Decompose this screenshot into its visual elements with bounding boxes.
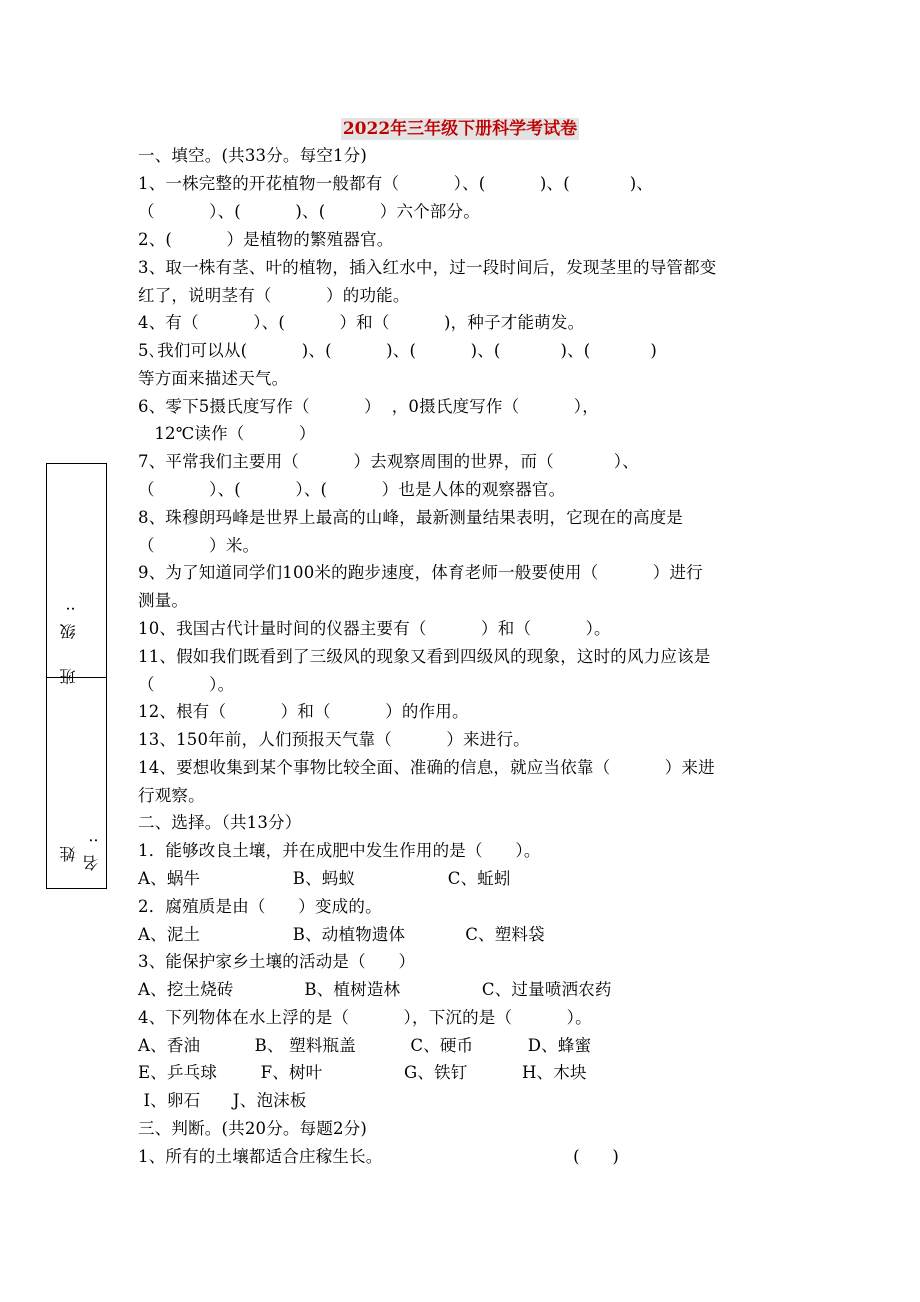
options-line: E、乒乓球 F、树叶 G、铁钉 H、木块 [138, 1063, 587, 1082]
question-line: 9、为了知道同学们100米的跑步速度，体育老师一般要使用（ ）进行 [138, 563, 703, 582]
question-line: 2．腐殖质是由（ ）变成的。 [138, 897, 382, 916]
student-info-box [46, 463, 107, 889]
question-line: 12℃读作（ ） [138, 424, 316, 443]
question-line: 红了，说明茎有（ ）的功能。 [138, 286, 410, 305]
question-line: 12、根有（ ）和（ ）的作用。 [138, 702, 469, 721]
options-line: I、卵石 J、泡沫板 [138, 1091, 307, 1110]
info-divider [47, 677, 106, 678]
question-line: 1、一株完整的开花植物一般都有（ ）、( )、( )、 [138, 174, 654, 193]
class-label: 班 级: [59, 594, 78, 685]
question-line: 4、下列物体在水上浮的是（ ），下沉的是（ ）。 [138, 1008, 592, 1027]
question-line: 2、( ）是植物的繁殖器官。 [138, 230, 394, 249]
question-line: 6、零下5摄氏度写作（ ） ，0摄氏度写作（ ）， [138, 397, 599, 416]
question-line: 8、珠穆朗玛峰是世界上最高的山峰，最新测量结果表明，它现在的高度是 [138, 508, 684, 527]
options-line: A、泥土 B、动植物遗体 C、塑料袋 [138, 925, 545, 944]
question-line: 等方面来描述天气。 [138, 369, 289, 388]
question-line: 10、我国古代计量时间的仪器主要有（ ）和（ ）。 [138, 619, 611, 638]
question-line: 3、取一株有茎、叶的植物，插入红水中，过一段时间后，发现茎里的导管都变 [138, 258, 717, 277]
question-line: 行观察。 [138, 786, 205, 805]
question-line: 4、有（ ）、( ）和（ )，种子才能萌发。 [138, 313, 585, 332]
question-line: （ ）、( )、( ）六个部分。 [138, 202, 481, 221]
question-line: 5､我们可以从( )、( )、( )、( )、( ) [138, 341, 657, 360]
question-line: 测量。 [138, 591, 189, 610]
question-line: （ ）、( ）、( ）也是人体的观察器官。 [138, 480, 566, 499]
question-line: 11、假如我们既看到了三级风的现象又看到四级风的现象，这时的风力应该是 [138, 647, 711, 666]
name-label: 姓 名: [59, 825, 101, 872]
options-line: A、挖土烧砖 B、植树造林 C、过量喷洒农药 [138, 980, 612, 999]
question-line: 1、所有的土壤都适合庄稼生长。 ( ) [138, 1147, 620, 1166]
options-line: A、香油 B、 塑料瓶盖 C、硬币 D、蜂蜜 [138, 1036, 592, 1055]
question-line: 7、平常我们主要用（ ）去观察周围的世界，而（ ）、 [138, 452, 639, 471]
question-line: 1．能够改良土壤，并在成肥中发生作用的是（ ）。 [138, 841, 541, 860]
options-line: A、蜗牛 B、蚂蚁 C、蚯蚓 [138, 869, 511, 888]
section-heading: 三、判断。(共20分。每题2分) [138, 1119, 368, 1138]
section-heading: 一、填空。(共33分。每空1分) [138, 146, 368, 165]
question-line: 3、能保护家乡土壤的活动是（ ） [138, 952, 416, 971]
question-line: （ ）米。 [138, 536, 260, 555]
page-title: 2022年三年级下册科学考试卷 [342, 119, 578, 139]
question-line: 14、要想收集到某个事物比较全面、准确的信息，就应当依靠（ ）来进 [138, 758, 715, 777]
question-line: 13、150年前，人们预报天气靠（ ）来进行。 [138, 730, 530, 749]
question-line: （ ）。 [138, 675, 235, 694]
section-heading: 二、选择。（共13分） [138, 813, 302, 832]
